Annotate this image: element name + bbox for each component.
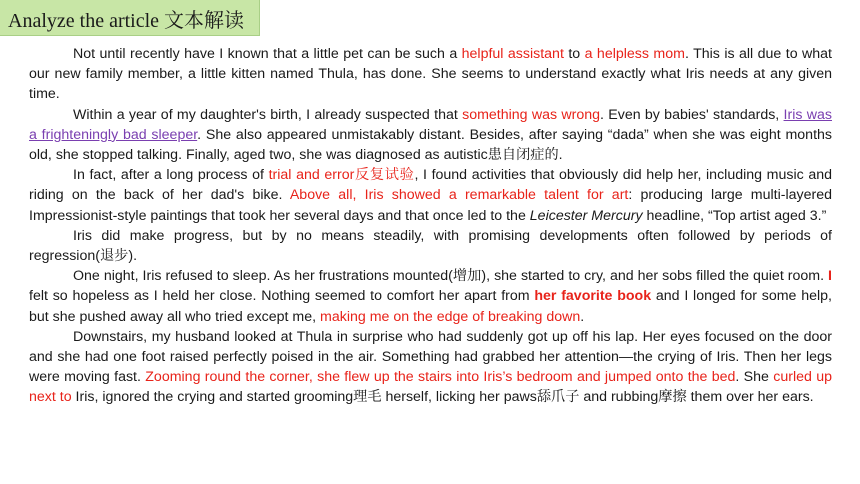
text: Iris did make progress, but by no means steadily, with promising developments often followed by periods of regression(退步).: [29, 227, 832, 265]
text: to: [563, 46, 585, 62]
paragraph-5: [29, 266, 832, 327]
highlight-phrase: curled up next to: [29, 369, 832, 406]
text: Not until recently have I known that a little pet can be such a: [73, 46, 462, 62]
text: Iris, ignored the crying and started grooming理毛 herself, licking her paws舔爪子 and rubbing摩擦 them over her ears.: [71, 389, 814, 406]
text: . She also appeared unmistakably distant. Besides, after saying “dada” when she was eight months old, she stopped talking. Finally, aged two, she was diagnosed as autistic患自闭症的.: [29, 126, 833, 164]
highlight-phrase: making me on the edge of breaking down: [320, 308, 581, 325]
highlight-phrase: Zooming round the corner, she flew up the stairs into Iris’s bedroom and jumped onto the bed: [145, 369, 736, 386]
text: and I longed for some help, but she pushed away all who tried except me,: [29, 288, 832, 325]
text: .: [580, 308, 585, 325]
text: Downstairs, my husband looked at Thula in surprise who had suddenly got up off his lap. Her eyes focused on the door and she had one foot raised perfectly poised in the air. Something had grabbed her attention—the crying of Iris. Then her legs were moving fast.: [29, 328, 832, 386]
bold-highlight: her favorite book: [534, 288, 652, 305]
text: . Even by babies' standards,: [600, 106, 784, 123]
text: . This is all due to what our new family member, a little kitten named Thula, has done. She seems to understand exactly what Iris needs at any given time.: [29, 46, 832, 103]
highlight-phrase: helpful assistant: [461, 46, 564, 62]
underlined-phrase: Iris was a frighteningly bad sleeper: [29, 106, 832, 143]
text: Within a year of my daughter's birth, I already suspected that: [73, 106, 463, 123]
text: felt so hopeless as I held her close. Nothing seemed to comfort her apart from: [29, 288, 535, 305]
paragraph-4: [29, 226, 832, 266]
text: headline, “Top artist aged 3.”: [642, 207, 827, 224]
paragraph-6: [29, 327, 832, 408]
bold-highlight: I: [828, 268, 832, 285]
newspaper-name: Leicester Mercury: [529, 207, 643, 224]
highlight-phrase: Above all, Iris showed a remarkable talent for art: [289, 187, 629, 204]
slide-title: Analyze the article 文本解读: [0, 0, 260, 36]
highlight-phrase: something was wrong: [462, 106, 601, 123]
article-body: [29, 44, 832, 408]
paragraph-3: [29, 165, 832, 226]
paragraph-1: [29, 44, 832, 105]
text: . She: [735, 369, 774, 386]
text: In fact, after a long process of: [73, 167, 269, 184]
text: One night, Iris refused to sleep. As her frustrations mounted(增加), she started to cry, and her sobs filled the quiet room.: [73, 268, 829, 285]
text: : producing large multi-layered Impressionist-style paintings that took her several days and that once led to the: [29, 187, 833, 224]
highlight-phrase: a helpless mom: [584, 46, 685, 62]
text: , I found activities that obviously did help her, including music and riding on the back of her dad's bike.: [29, 167, 832, 204]
highlight-phrase: trial and error反复试验: [268, 167, 415, 184]
paragraph-2: [29, 105, 832, 166]
